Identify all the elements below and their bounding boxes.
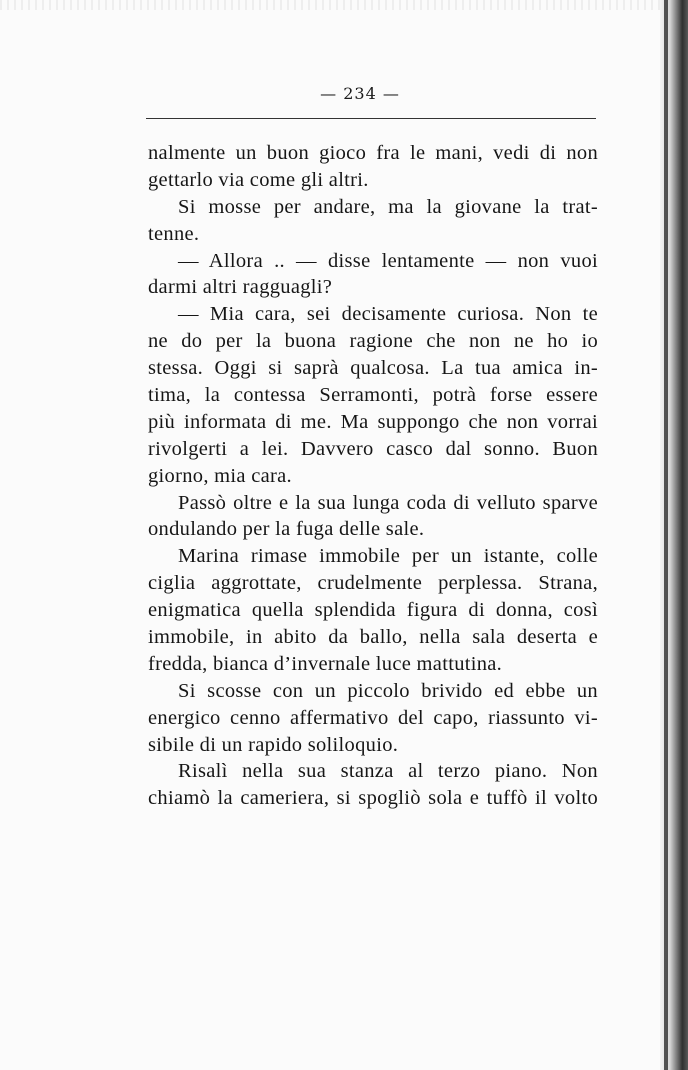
page-edge-shadow — [664, 0, 668, 1070]
text-line: più informata di me. Ma suppongo che non vorrai — [148, 410, 598, 433]
text-line: gettarlo via come gli altri. — [148, 168, 369, 191]
text-line: nalmente un buon gioco fra le mani, vedi di non — [148, 142, 598, 164]
text-line: — Mia cara, sei decisamente curiosa. Non te — [178, 303, 598, 326]
text-line: immobile, in abito da ballo, nella sala deserta e — [148, 626, 598, 649]
text-line: energico cenno affermativo del capo, riassunto vi- — [148, 706, 598, 729]
text-line: giorno, mia cara. — [148, 464, 292, 487]
text-line: ondulando per la fuga delle sale. — [148, 518, 425, 541]
text-line: chiamò la cameriera, si spogliò sola e tuffò il volto — [148, 787, 598, 810]
text-line: Si scosse con un piccolo brivido ed ebbe un — [178, 679, 598, 702]
text-line: ne do per la buona ragione che non ne ho io — [148, 330, 598, 353]
text-line: stessa. Oggi si saprà qualcosa. La tua amica in- — [148, 357, 598, 380]
body-text — [148, 140, 598, 812]
text-line: — Allora .. — disse lentamente — non vuoi — [178, 249, 598, 272]
top-edge-texture — [0, 0, 660, 10]
text-line: Risalì nella sua stanza al terzo piano. Non — [178, 760, 598, 783]
text-line: ciglia aggrottate, crudelmente perplessa. Strana, — [148, 572, 598, 595]
text-line: sibile di un rapido soliloquio. — [148, 733, 399, 756]
text-line: Marina rimase immobile per un istante, colle — [178, 545, 598, 568]
text-line: darmi altri ragguagli? — [148, 276, 333, 299]
text-line: enigmatica quella splendida figura di donna, così — [148, 599, 598, 622]
header-rule — [146, 118, 596, 119]
text-line: Passò oltre e la sua lunga coda di velluto sparve — [178, 491, 598, 514]
text-line: tenne. — [148, 222, 200, 245]
text-line: rivolgerti a lei. Davvero casco dal sonno. Buon — [148, 437, 598, 460]
text-line: tima, la contessa Serramonti, potrà forse essere — [148, 384, 598, 407]
text-line: Si mosse per andare, ma la giovane la trat- — [178, 195, 598, 218]
text-line: fredda, bianca d’invernale luce mattutina. — [148, 652, 503, 675]
page-number: — 234 — — [320, 84, 400, 103]
